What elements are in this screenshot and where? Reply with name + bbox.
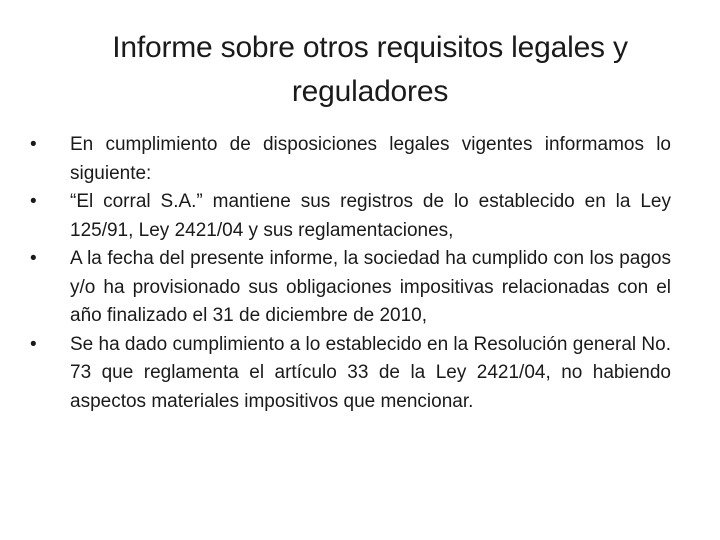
bullet-item [28,245,671,331]
bullet-icon: • [30,134,37,155]
bullet-icon: • [30,191,37,212]
bullet-item [28,131,671,188]
bullet-icon: • [30,333,37,355]
bullet-text: Se ha dado cumplimiento a lo establecido en la Resolución general No. 73 que reglamenta el artículo 33 de la Ley 2421/04, no habiendo aspectos materiales impositivos que mencionar. [70,333,671,412]
bullet-list [28,131,671,416]
bullet-item [28,331,671,417]
bullet-text: “El corral S.A.” mantiene sus registros de lo establecido en la Ley 125/91, Ley 2421/04 y sus reglamentaciones, [70,191,671,241]
bullet-item [28,188,671,245]
bullet-text: A la fecha del presente informe, la sociedad ha cumplido con los pagos y/o ha provisionado sus obligaciones impositivas relacionadas con el año finalizado el 31 de diciembre de 2010, [70,248,671,326]
bullet-icon: • [30,248,37,269]
slide-title: Informe sobre otros requisitos legales y reguladores [112,31,628,108]
bullet-text: En cumplimiento de disposiciones legales vigentes informamos lo siguiente: [70,134,671,184]
